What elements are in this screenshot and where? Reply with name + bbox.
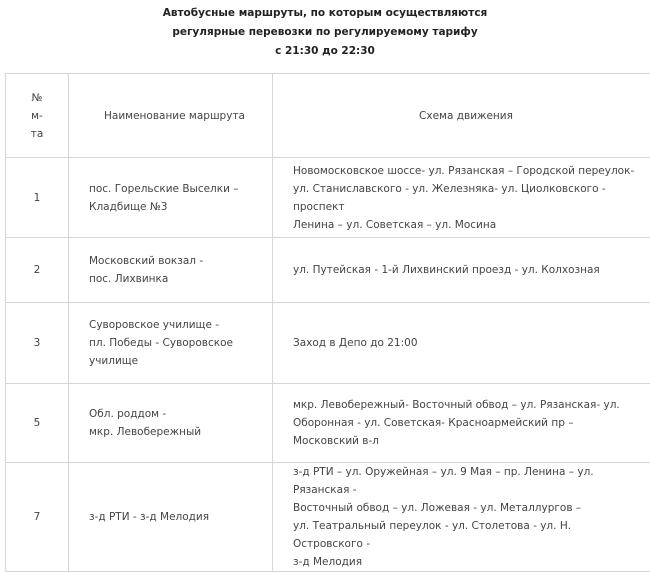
table-row xyxy=(6,238,650,303)
route-scheme xyxy=(273,158,650,238)
route-name-line: пос. Лихвинка xyxy=(89,270,260,288)
header-num-line: № xyxy=(6,89,68,107)
routes-table xyxy=(5,73,650,572)
route-scheme-line: Восточный обвод – ул. Ложевая - ул. Металлургов – xyxy=(293,499,639,517)
title-line-2: регулярные перевозки по регулируемому тарифу xyxy=(0,23,650,42)
route-scheme-line: ул. Театральный переулок - ул. Столетова - ул. Н. Островского - xyxy=(293,517,639,553)
route-scheme-line: ул. Станиславского - ул. Железняка- ул. Циолковского - проспект xyxy=(293,180,639,216)
route-name-line: Кладбище №3 xyxy=(89,198,260,216)
table-row xyxy=(6,303,650,384)
header-num-line: м- xyxy=(6,107,68,125)
route-name xyxy=(69,303,273,384)
route-number: 2 xyxy=(6,238,69,303)
header-num-line: та xyxy=(6,125,68,143)
table-row xyxy=(6,158,650,238)
route-scheme-line: Московский в-л xyxy=(293,432,639,450)
header-scheme-cell: Схема движения xyxy=(273,74,650,158)
route-scheme xyxy=(273,384,650,463)
route-name xyxy=(69,238,273,303)
route-name-line: училище xyxy=(89,352,260,370)
route-scheme-line: з-д Мелодия xyxy=(293,553,639,571)
route-scheme-line: з-д РТИ – ул. Оружейная – ул. 9 Мая – пр. Ленина – ул. Рязанская - xyxy=(293,463,639,499)
route-number: 7 xyxy=(6,463,69,572)
table-header-row xyxy=(6,74,650,158)
route-name-line: Обл. роддом - xyxy=(89,405,260,423)
route-name xyxy=(69,158,273,238)
route-scheme-line: Новомосковское шоссе- ул. Рязанская – Городской переулок- xyxy=(293,162,639,180)
header-name-cell: Наименование маршрута xyxy=(69,74,273,158)
route-name-line: пос. Горельские Выселки – xyxy=(89,180,260,198)
route-scheme-line: ул. Путейская - 1-й Лихвинский проезд - ул. Колхозная xyxy=(293,261,639,279)
header-num-cell xyxy=(6,74,69,158)
route-scheme xyxy=(273,238,650,303)
route-scheme-line: Оборонная - ул. Советская- Красноармейский пр – xyxy=(293,414,639,432)
route-scheme xyxy=(273,463,650,572)
route-number: 3 xyxy=(6,303,69,384)
title-line-1: Автобусные маршруты, по которым осуществляются xyxy=(0,4,650,23)
route-name-line: з-д РТИ - з-д Мелодия xyxy=(89,508,260,526)
route-name xyxy=(69,384,273,463)
table-row xyxy=(6,463,650,572)
route-number: 5 xyxy=(6,384,69,463)
route-name-line: мкр. Левобережный xyxy=(89,423,260,441)
route-number: 1 xyxy=(6,158,69,238)
route-scheme-line: Заход в Депо до 21:00 xyxy=(293,334,639,352)
route-name-line: Московский вокзал - xyxy=(89,252,260,270)
route-name-line: пл. Победы - Суворовское xyxy=(89,334,260,352)
page-title xyxy=(0,4,650,61)
route-name xyxy=(69,463,273,572)
table-row xyxy=(6,384,650,463)
title-line-3: с 21:30 до 22:30 xyxy=(0,42,650,61)
route-scheme-line: Ленина – ул. Советская – ул. Мосина xyxy=(293,216,639,234)
route-name-line: Суворовское училище - xyxy=(89,316,260,334)
route-scheme xyxy=(273,303,650,384)
route-scheme-line: мкр. Левобережный- Восточный обвод – ул. Рязанская- ул. xyxy=(293,396,639,414)
